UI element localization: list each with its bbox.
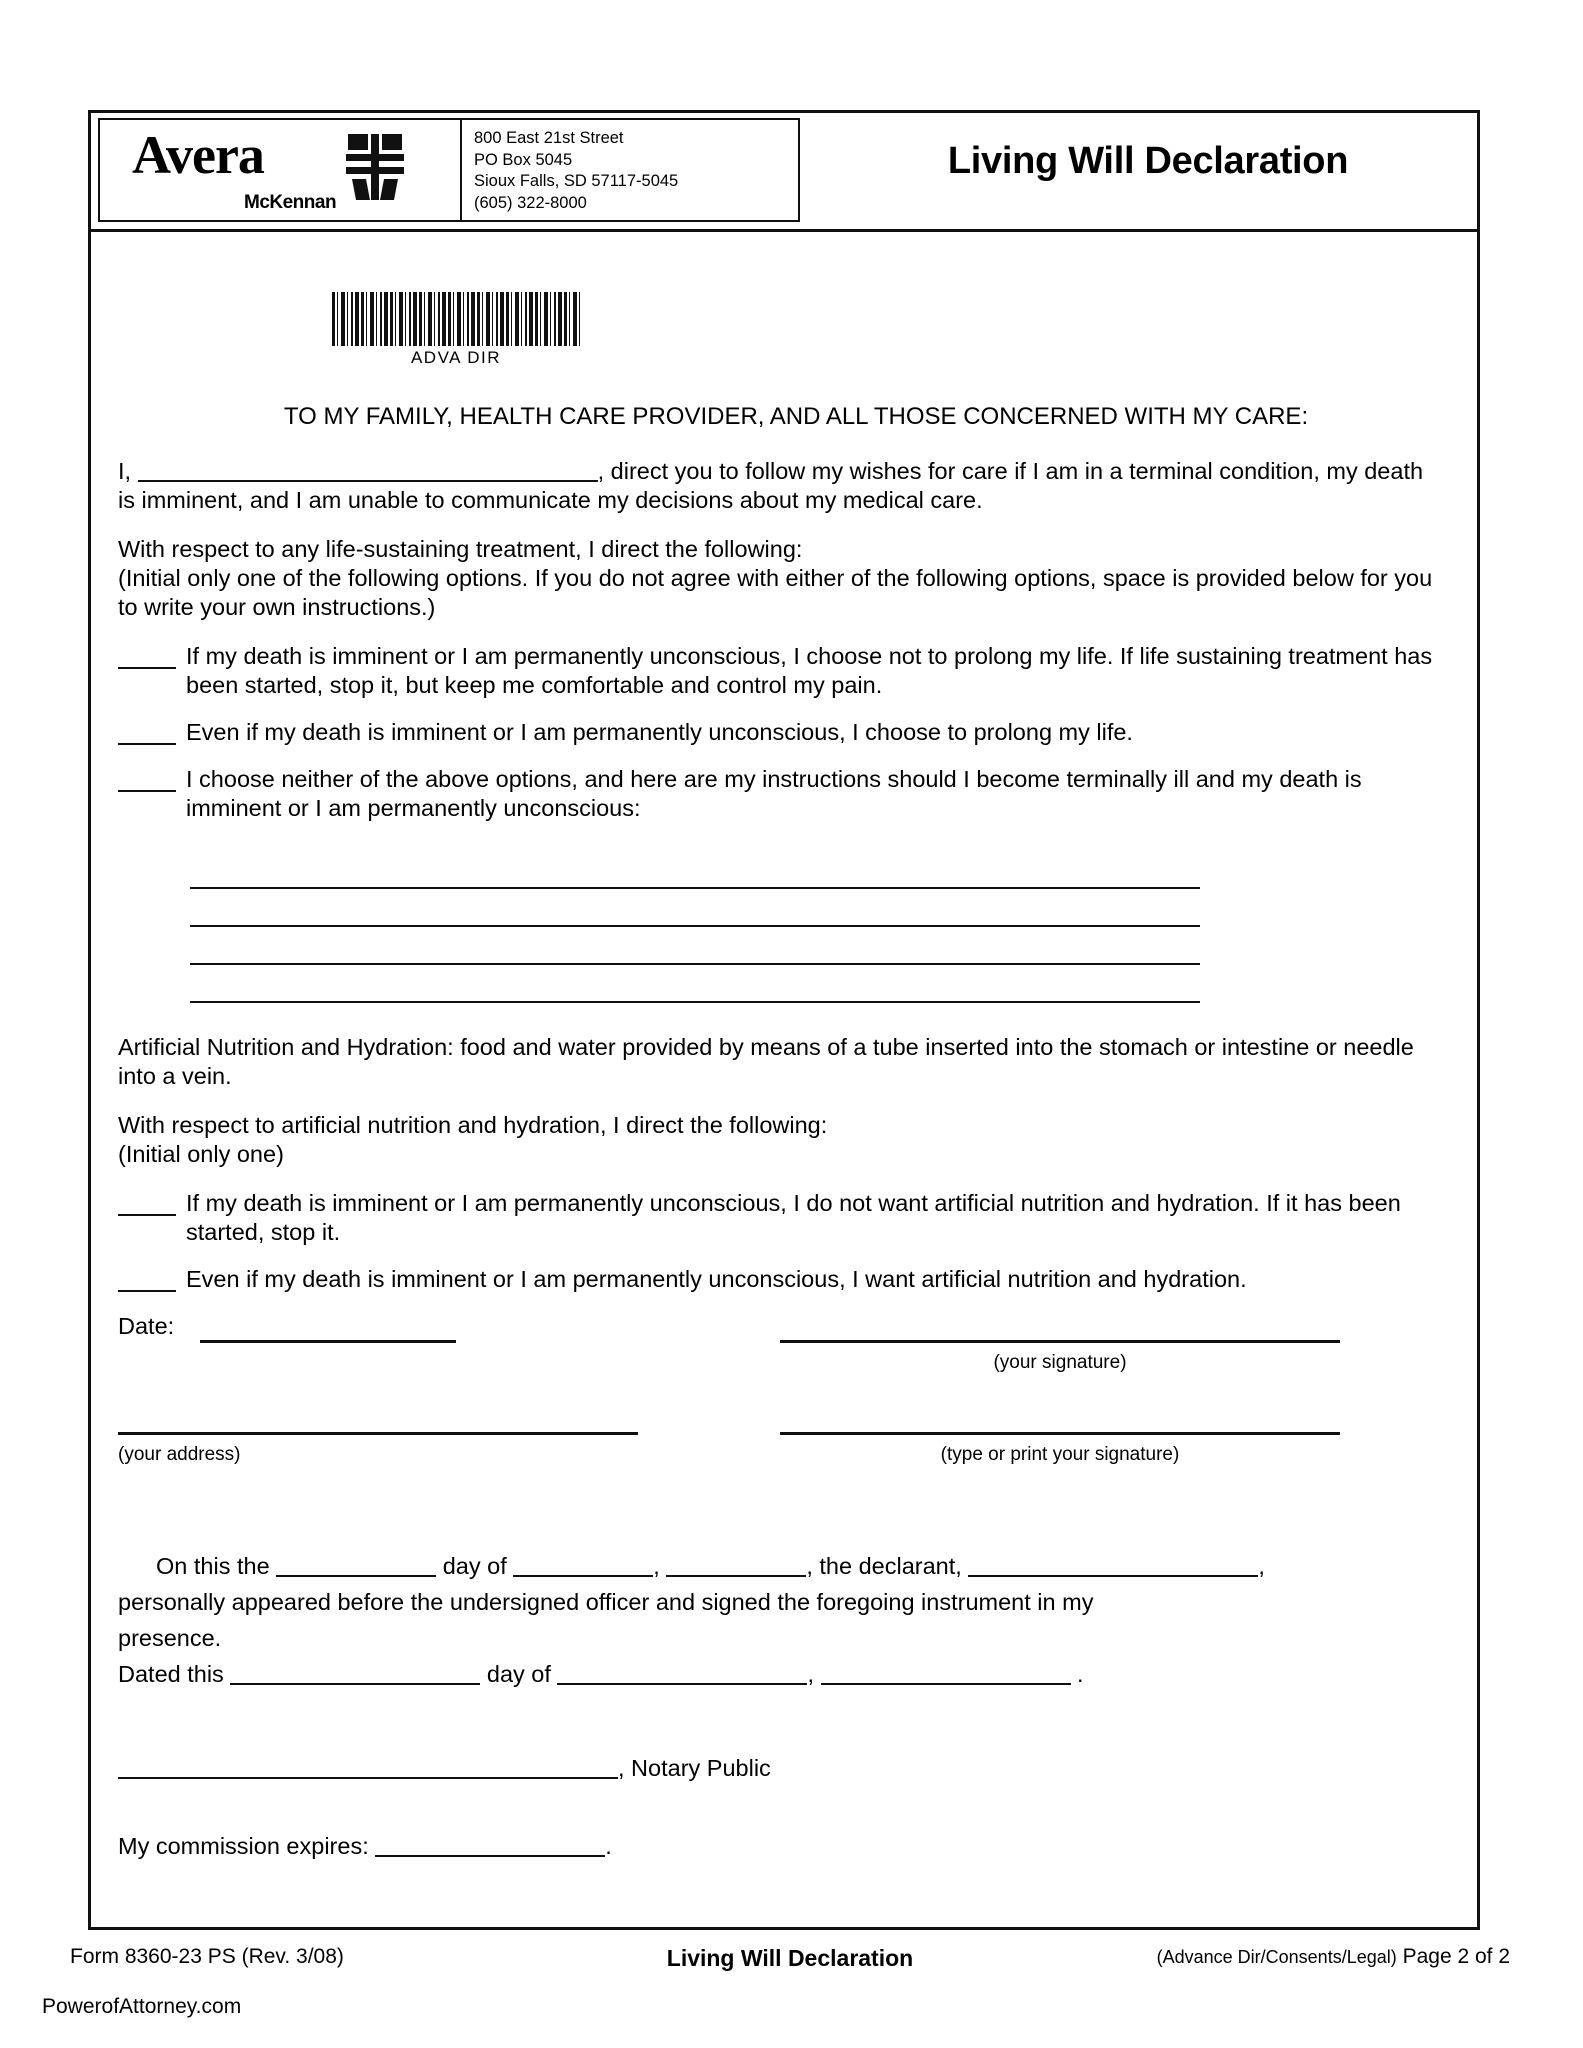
instruction-write-line[interactable] — [190, 889, 1200, 927]
date-input-rule[interactable] — [200, 1340, 456, 1343]
address-line-2: PO Box 5045 — [474, 150, 573, 169]
custom-instructions-area — [190, 851, 1440, 1003]
life-sustaining-intro: With respect to any life-sustaining treatment, I direct the following: — [118, 536, 803, 562]
print-signature-caption: (type or print your signature) — [940, 1444, 1180, 1465]
barcode-image — [332, 292, 580, 346]
notary-signature-blank[interactable] — [118, 1777, 618, 1779]
notary-dated-month-blank[interactable] — [557, 1683, 807, 1685]
option-row-2 — [118, 718, 1440, 747]
address-phone: (605) 322-8000 — [474, 193, 587, 212]
footer-center-title: Living Will Declaration — [666, 1945, 914, 1971]
notary-line-3: presence. — [118, 1625, 222, 1651]
notary-block — [118, 1550, 1440, 1862]
notary-dated-year-blank[interactable] — [821, 1683, 1071, 1685]
document-footer — [70, 1945, 1510, 1985]
option-3-text: I choose neither of the above options, and here are my instructions should I become terminally ill and my death is imminent or I am permanently unconscious: — [186, 766, 1362, 821]
form-content — [118, 402, 1440, 1866]
notary-signature-line — [118, 1752, 1440, 1784]
option-row-3 — [118, 765, 1440, 823]
notary-dated-this-label: Dated this — [118, 1661, 224, 1687]
address-line-1: 800 East 21st Street — [474, 129, 624, 147]
watermark-text: PowerofAttorney.com — [42, 1995, 242, 2018]
letterhead-divider — [460, 120, 462, 220]
notary-comma-1: , — [653, 1553, 660, 1579]
initial-blank-nutrition-2[interactable] — [118, 1268, 176, 1292]
instruction-write-line[interactable] — [190, 851, 1200, 889]
commission-row — [118, 1830, 1440, 1862]
declaration-paragraph — [118, 457, 1440, 515]
notary-public-label: , Notary Public — [618, 1755, 771, 1781]
initial-blank-nutrition-1[interactable] — [118, 1192, 176, 1216]
nutrition-option-2-text: Even if my death is imminent or I am permanently unconscious, I want artificial nutrition and hydration. — [186, 1266, 1247, 1292]
notary-line-2: personally appeared before the undersigned officer and signed the foregoing instrument in my — [118, 1589, 1094, 1615]
barcode-block — [326, 292, 586, 368]
document-header — [88, 110, 1480, 232]
section-heading: TO MY FAMILY, HEALTH CARE PROVIDER, AND ALL THOSE CONCERNED WITH MY CARE: — [283, 403, 1309, 430]
signature-rule[interactable] — [780, 1340, 1340, 1343]
nutrition-note: (Initial only one) — [118, 1141, 284, 1167]
footer-page-number: Page 2 of 2 — [1402, 1945, 1510, 1968]
notary-signature-row — [118, 1752, 1440, 1784]
life-sustaining-note: (Initial only one of the following options. If you do not agree with either of the following options, space is provided below for you to write your own instructions.) — [118, 565, 1433, 620]
notary-day-blank[interactable] — [276, 1575, 436, 1577]
document-body — [88, 232, 1480, 1930]
notary-comma-2: , — [1258, 1553, 1265, 1579]
letterhead-box — [98, 118, 800, 222]
notary-declarant-name-blank[interactable] — [968, 1575, 1258, 1577]
address-printsig-row — [118, 1404, 1440, 1494]
initial-blank-option-2[interactable] — [118, 721, 176, 745]
nutrition-option-row-2 — [118, 1265, 1440, 1294]
footer-category: (Advance Dir/Consents/Legal) — [1156, 1947, 1397, 1967]
print-signature-rule[interactable] — [780, 1432, 1340, 1435]
nutrition-definition: Artificial Nutrition and Hydration: food and water provided by means of a tube inserted into the stomach or intestine or needle into a vein. — [118, 1034, 1414, 1089]
address-rule[interactable] — [118, 1432, 638, 1435]
notary-dated-line — [118, 1658, 1440, 1690]
notary-declarant-label: , the declarant, — [806, 1553, 962, 1579]
option-1-text: If my death is imminent or I am permanently unconscious, I choose not to prolong my life. If life sustaining treatment has been started, stop it, but keep me comfortable and control my pain. — [186, 643, 1433, 698]
letterhead-address — [474, 128, 678, 214]
notary-day-of-label: day of — [442, 1553, 507, 1579]
footer-form-number: Form 8360-23 PS (Rev. 3/08) — [70, 1945, 344, 1968]
notary-dated-day-of-label: day of — [486, 1661, 551, 1687]
address-line-3: Sioux Falls, SD 57117-5045 — [474, 172, 679, 190]
date-signature-row — [118, 1312, 1440, 1404]
notary-dated-comma: , — [807, 1661, 814, 1687]
initial-blank-option-1[interactable] — [118, 645, 176, 669]
declaration-prefix: I, — [118, 458, 132, 484]
instruction-write-line[interactable] — [190, 965, 1200, 1003]
nutrition-option-1-text: If my death is imminent or I am permanently unconscious, I do not want artificial nutrition and hydration. If it has been started, stop it. — [186, 1190, 1401, 1245]
nutrition-intro: With respect to artificial nutrition and hydration, I direct the following: — [118, 1112, 828, 1138]
declaration-suffix: , direct you to follow my wishes for care if I am in a terminal condition, my death is imminent, and I am unable to communicate my decisions about my medical care. — [118, 458, 1424, 513]
mckennan-logo-text: McKennan — [244, 192, 337, 213]
signature-caption: (your signature) — [993, 1352, 1127, 1373]
commission-period: . — [605, 1833, 612, 1859]
notary-dated-day-blank[interactable] — [230, 1683, 480, 1685]
date-label: Date: — [118, 1313, 175, 1339]
nutrition-option-row-1 — [118, 1189, 1440, 1247]
notary-on-this-the-label: On this the — [156, 1553, 270, 1579]
notary-line-1 — [118, 1550, 1440, 1582]
instruction-write-line[interactable] — [190, 927, 1200, 965]
commission-label: My commission expires: — [118, 1833, 369, 1859]
option-row-1 — [118, 642, 1440, 700]
avera-cross-icon — [346, 134, 404, 200]
option-2-text: Even if my death is imminent or I am permanently unconscious, I choose to prolong my life. — [186, 719, 1133, 745]
initial-blank-option-3[interactable] — [118, 768, 176, 792]
notary-year-blank[interactable] — [666, 1575, 806, 1577]
footer-right-group — [1157, 1945, 1510, 1969]
commission-line — [118, 1830, 1440, 1862]
avera-logo-text: Avera — [132, 125, 264, 185]
document-title: Living Will Declaration — [947, 140, 1349, 182]
logo-cell — [100, 120, 460, 220]
barcode-label: ADVA DIR — [410, 348, 502, 367]
notary-month-blank[interactable] — [513, 1575, 653, 1577]
declarant-name-blank[interactable] — [138, 480, 598, 482]
address-caption: (your address) — [118, 1444, 241, 1465]
commission-date-blank[interactable] — [375, 1855, 605, 1857]
notary-dated-period: . — [1077, 1661, 1084, 1687]
signature-block — [118, 1312, 1440, 1494]
